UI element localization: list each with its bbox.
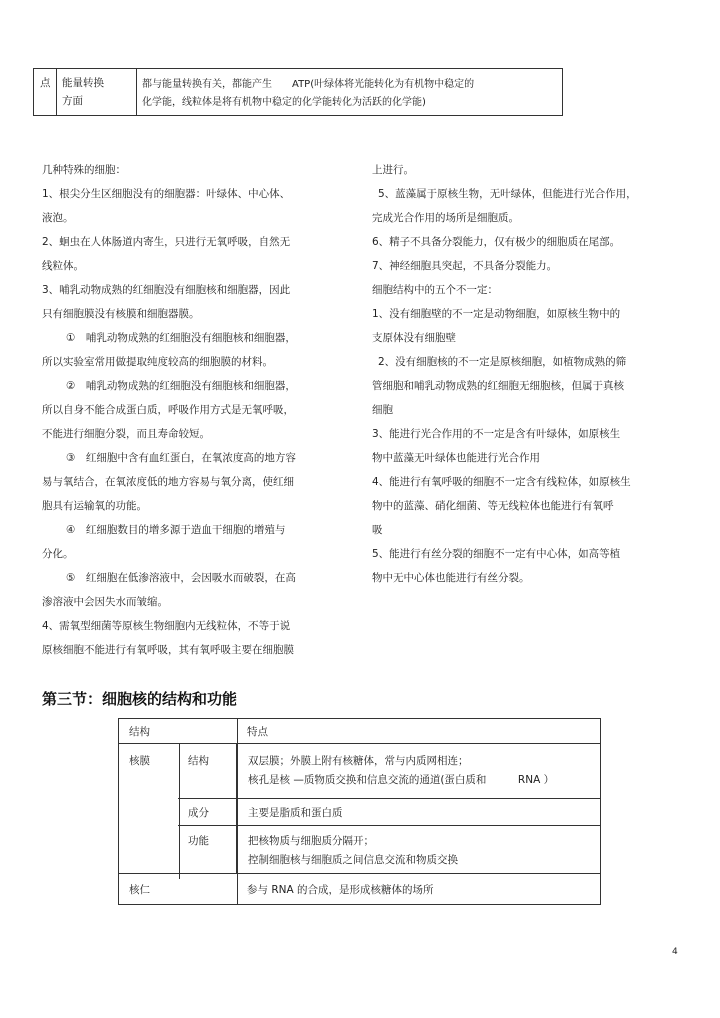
membrane-structure-row <box>178 743 601 799</box>
nucleolus-row <box>118 873 601 905</box>
left-line: ⑤ 红细胞在低渗溶液中，会因吸水而破裂，在高 <box>66 572 296 584</box>
structure-text-1: 双层膜；外膜上附有核糖体，常与内质网相连； <box>248 755 469 767</box>
left-line: 2、蛔虫在人体肠道内寄生，只进行无氧呼吸，自然无 <box>42 236 291 248</box>
right-line: 支原体没有细胞壁 <box>372 332 456 344</box>
right-line: 吸 <box>372 524 383 536</box>
right-line: 物中无中心体也能进行有丝分裂。 <box>372 572 530 584</box>
structure-label: 结构 <box>188 755 209 767</box>
right-line: 2、没有细胞核的不一定是原核细胞，如植物成熟的筛 <box>378 356 627 368</box>
right-line: 4、能进行有氧呼吸的细胞不一定含有线粒体，如原核生 <box>372 476 631 488</box>
function-text-2: 控制细胞核与细胞质之间信息交流和物质交换 <box>248 854 458 866</box>
top-table-cell-2 <box>56 69 137 115</box>
top-table-label-aspect: 方面 <box>62 95 83 107</box>
top-table-cell-1 <box>34 69 57 115</box>
right-line: 完成光合作用的场所是细胞质。 <box>372 212 519 224</box>
top-table-label-energy: 能量转换 <box>62 77 104 89</box>
left-line: 1、根尖分生区细胞没有的细胞器：叶绿体、中心体、 <box>42 188 291 200</box>
left-line: 分化。 <box>42 548 74 560</box>
left-line: 线粒体。 <box>42 260 84 272</box>
composition-label: 成分 <box>188 807 209 819</box>
header-structure: 结构 <box>129 726 150 738</box>
function-text-1: 把核物质与细胞质分隔开； <box>248 835 374 847</box>
left-line: 易与氧结合，在氧浓度低的地方容易与氧分离，使红细 <box>42 476 294 488</box>
right-line: 物中的蓝藻、硝化细菌、等无线粒体也能进行有氧呼 <box>372 500 614 512</box>
right-heading: 细胞结构中的五个不一定： <box>372 284 498 296</box>
right-line: 上进行。 <box>372 164 414 176</box>
left-line: 所以实验室常用做提取纯度较高的细胞膜的材料。 <box>42 356 273 368</box>
right-line: 6、精子不具备分裂能力，仅有极少的细胞质在尾部。 <box>372 236 621 248</box>
left-line: 渗溶液中会因失水而皱缩。 <box>42 596 168 608</box>
left-line: ② 哺乳动物成熟的红细胞没有细胞核和细胞器， <box>66 380 296 392</box>
right-line: 细胞 <box>372 404 393 416</box>
right-line: 7、神经细胞具突起，不具备分裂能力。 <box>372 260 558 272</box>
right-line: 1、没有细胞壁的不一定是动物细胞，如原核生物中的 <box>372 308 621 320</box>
right-line: 管细胞和哺乳动物成熟的红细胞无细胞核，但属于真核 <box>372 380 624 392</box>
left-line: 几种特殊的细胞： <box>42 164 126 176</box>
left-column <box>42 158 352 662</box>
left-line: 原核细胞不能进行有氧呼吸，其有氧呼吸主要在细胞膜 <box>42 644 294 656</box>
left-line: 液泡。 <box>42 212 74 224</box>
membrane-function-row <box>178 825 601 874</box>
left-line: ③ 红细胞中含有血红蛋白，在氧浓度高的地方容 <box>66 452 296 464</box>
top-table-text-line-2: 化学能，线粒体是将有机物中稳定的化学能转化为活跃的化学能) <box>142 97 426 108</box>
left-line: ① 哺乳动物成熟的红细胞没有细胞核和细胞器， <box>66 332 296 344</box>
membrane-label: 核膜 <box>129 755 150 767</box>
top-table-label-point: 点 <box>40 77 51 89</box>
left-line: 4、需氧型细菌等原核生物细胞内无线粒体，不等于说 <box>42 620 291 632</box>
nucleolus-label: 核仁 <box>129 884 150 896</box>
left-line: 胞具有运输氧的功能。 <box>42 500 147 512</box>
membrane-composition-row <box>178 798 601 826</box>
left-line: 只有细胞膜没有核膜和细胞器膜。 <box>42 308 200 320</box>
left-line: 3、哺乳动物成熟的红细胞没有细胞核和细胞器，因此 <box>42 284 291 296</box>
right-line: 5、蓝藻属于原核生物，无叶绿体，但能进行光合作用， <box>378 188 637 200</box>
structure-text-2: 核孔是核 —质物质交换和信息交流的通道(蛋白质和 RNA ） <box>248 774 555 786</box>
nucleolus-text: 参与 RNA 的合成，是形成核糖体的场所 <box>247 884 434 896</box>
header-feature: 特点 <box>247 726 268 738</box>
function-label: 功能 <box>188 835 209 847</box>
right-line: 3、能进行光合作用的不一定是含有叶绿体，如原核生 <box>372 428 621 440</box>
right-line: 5、能进行有丝分裂的细胞不一定有中心体，如高等植 <box>372 548 621 560</box>
right-column <box>372 158 672 590</box>
left-line: ④ 红细胞数目的增多源于造血干细胞的增殖与 <box>66 524 286 536</box>
left-line: 不能进行细胞分裂，而且寿命较短。 <box>42 428 210 440</box>
section-title: 第三节：细胞核的结构和功能 <box>42 690 238 708</box>
composition-text: 主要是脂质和蛋白质 <box>248 807 343 819</box>
top-table-cell-3 <box>136 69 562 115</box>
left-line: 所以自身不能合成蛋白质，呼吸作用方式是无氧呼吸， <box>42 404 294 416</box>
right-line: 物中蓝藻无叶绿体也能进行光合作用 <box>372 452 540 464</box>
table-header-row <box>118 718 601 744</box>
top-table-text-line-1: 都与能量转换有关，都能产生 ATP(叶绿体将光能转化为有机物中稳定的 <box>142 79 475 90</box>
top-table <box>33 68 563 116</box>
page-number: 4 <box>672 947 678 957</box>
